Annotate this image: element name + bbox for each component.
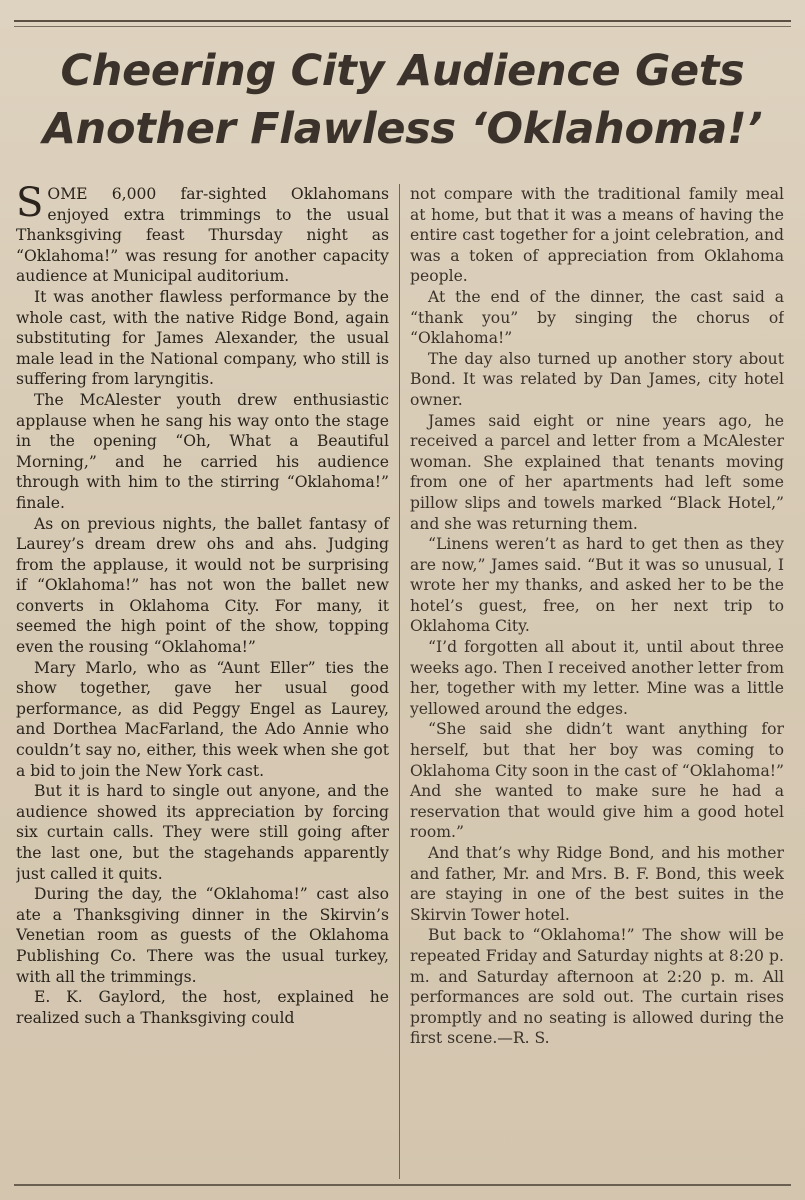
right-column [400,184,784,1179]
paragraph: But back to “Oklahoma!” The show will be repeated Friday and Saturday nights at 8:20 p. m. and Saturday afternoon at 2:20 p. m. All performances are sold out. The curtain rises promptly and no seating is allowed during the first scene.—R. S. [410,926,784,1048]
top-rule-thin [14,26,791,27]
paragraph: During the day, the “Oklahoma!” cast also ate a Thanksgiving dinner in the Skirvin’s Venetian room as guests of the Oklahoma Publishing Co. There was the usual turkey, with all the trimmings. [16,885,389,986]
paragraph: It was another flawless performance by the whole cast, with the native Ridge Bond, again substituting for James Alexander, the usual male lead in the National company, who still is suffering from laryngitis. [16,287,389,389]
paragraph: James said eight or nine years ago, he received a parcel and letter from a McAlester woman. She explained that tenants moving from one of her apartments had left some pillow slips and towels marked “Black Hotel,” and she was returning them. [410,411,784,533]
paragraph: At the end of the dinner, the cast said a “thank you” by singing the chorus of “Oklahoma!” [410,287,784,348]
paragraph: The day also turned up another story about Bond. It was related by Dan James, city hotel owner. [410,349,784,409]
drop-cap: S [16,184,44,226]
headline-line-1: Cheering City Audience Gets [60,46,745,96]
paragraph: As on previous nights, the ballet fantasy of Laurey’s dream drew ohs and ahs. Judging from the applause, it would not be surprising if “Oklahoma!” has not won the ballet new converts in Oklahoma City. For many, it seemed the high point of the show, topping even the rousing “Oklahoma!” [16,514,389,657]
bottom-rule [14,1184,791,1186]
paragraph: “She said she didn’t want anything for herself, but that her boy was coming to Oklahoma City soon in the cast of “Oklahoma!” And she wanted to make sure he had a reservation that would give him a good hotel room.” [410,720,784,842]
paragraph: SOME 6,000 far-sighted Oklahomans enjoyed extra trimmings to the usual Thanksgiving feast Thursday night as “Oklahoma!” was resung for another capacity audience at Municipal auditorium. [16,184,389,286]
paragraph: E. K. Gaylord, the host, explained he realized such a Thanksgiving could [16,988,389,1027]
paragraph: “Linens weren’t as hard to get then as they are now,” James said. “But it was so unusual, I wrote her my thanks, and asked her to be the hotel’s guest, free, on her next trip to Oklahoma City. [410,535,784,636]
left-column [16,184,400,1179]
top-rule [14,20,791,22]
article-body [16,184,791,1179]
paragraph: But it is hard to single out anyone, and the audience showed its appreciation by forcing six curtain calls. They were still going after the last one, but the stagehands apparently just called it quits. [16,782,389,883]
paragraph: not compare with the traditional family meal at home, but that it was a means of having the entire cast together for a joint celebration, and was a token of appreciation from Oklahoma people. [410,185,784,286]
paragraph: Mary Marlo, who as “Aunt Eller” ties the show together, gave her usual good performance, as did Peggy Engel as Laurey, and Dorthea MacFarland, the Ado Annie who couldn’t say no, either, this week when she got a bid to join the New York cast. [16,658,389,780]
paragraph: “I’d forgotten all about it, until about three weeks ago. Then I received another letter from her, together with my letter. Mine was a little yellowed around the edges. [410,638,784,718]
headline [0,42,805,158]
headline-line-2: Another Flawless ‘Oklahoma!’ [42,104,763,154]
paragraph: The McAlester youth drew enthusiastic applause when he sang his way onto the stage in the opening “Oh, What a Beautiful Morning,” and he carried his audience through with him to the stirring “Oklahoma!” finale. [16,390,389,512]
paragraph: And that’s why Ridge Bond, and his mother and father, Mr. and Mrs. B. F. Bond, this week are staying in one of the best suites in the Skirvin Tower hotel. [410,844,784,924]
